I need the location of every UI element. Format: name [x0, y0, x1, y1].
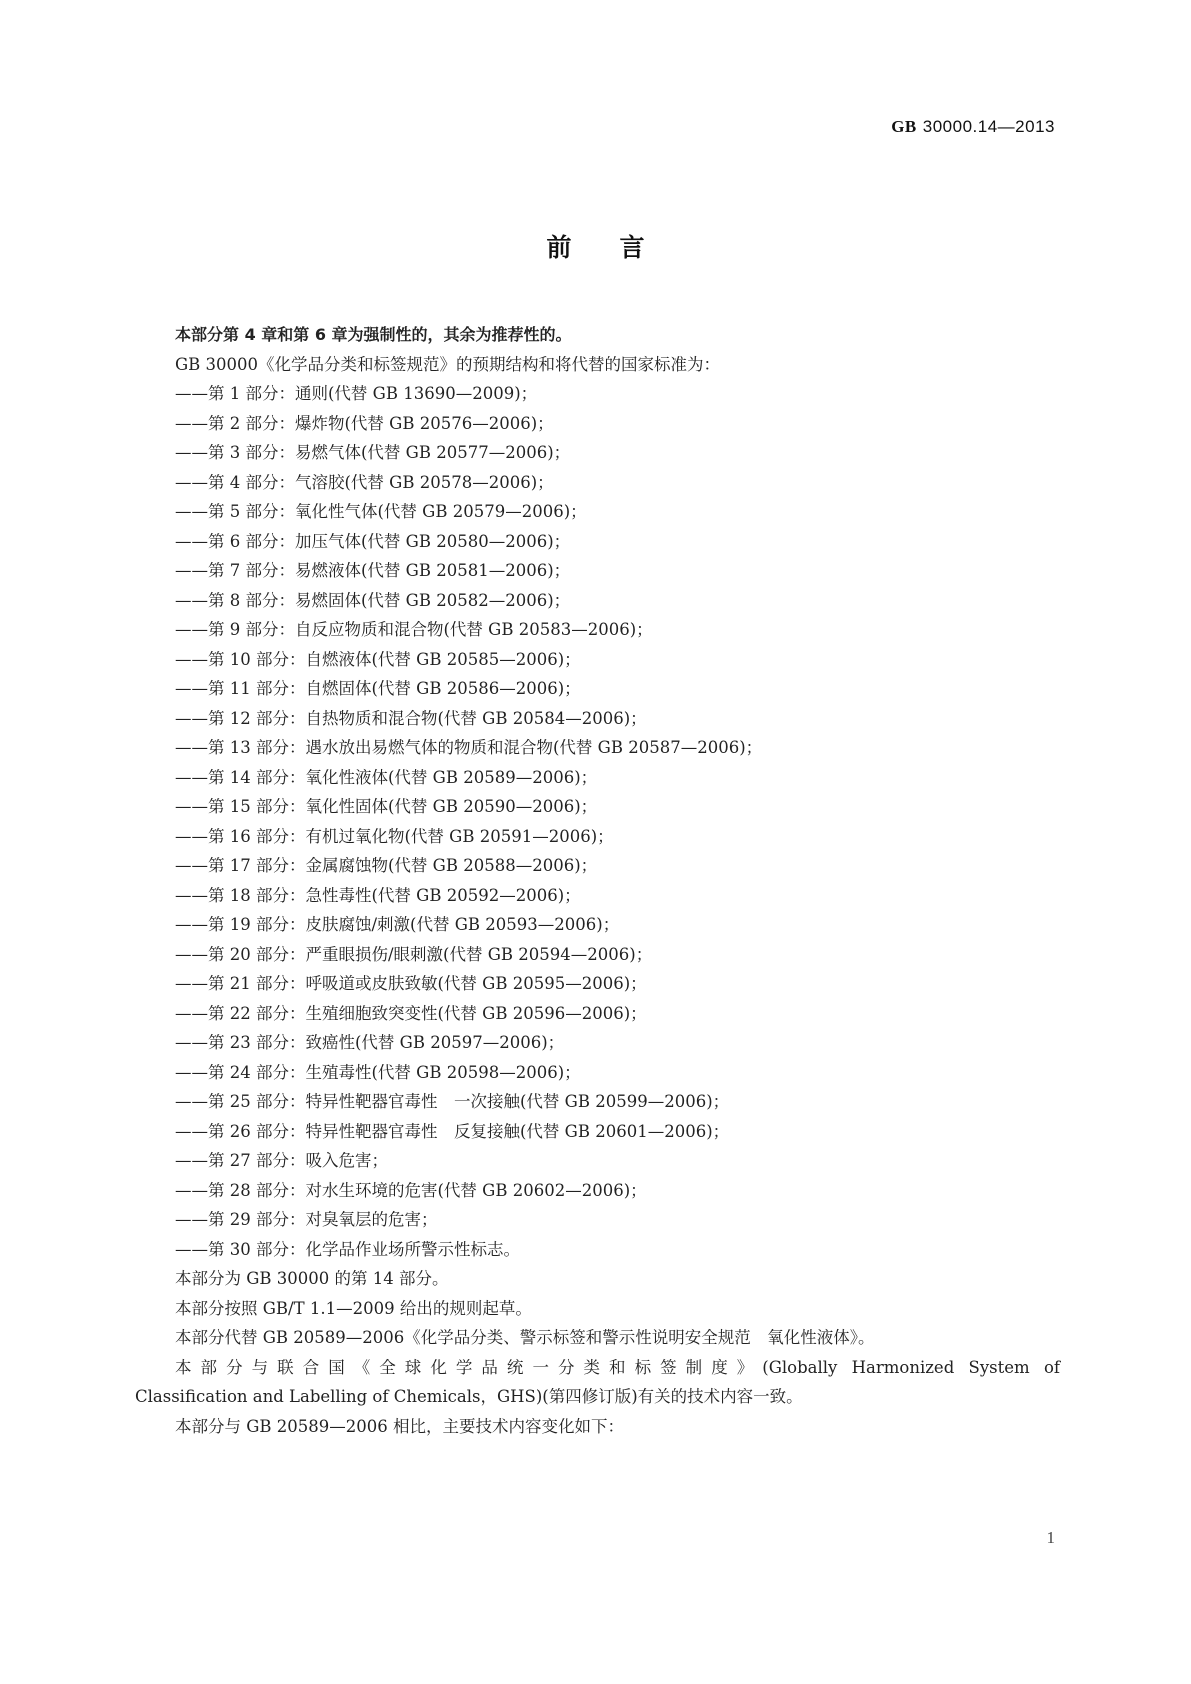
structure-intro: GB 30000《化学品分类和标签规范》的预期结构和将代替的国家标准为： — [175, 354, 721, 374]
list-item: ——第 3 部分：易燃气体(代替 GB 20577—2006)； — [175, 443, 571, 462]
list-item: ——第 29 部分：对臭氧层的危害； — [175, 1210, 438, 1229]
list-item: ——第 24 部分：生殖毒性(代替 GB 20598—2006)； — [175, 1062, 581, 1082]
list-item: ——第 4 部分：气溶胶(代替 GB 20578—2006)； — [175, 472, 554, 492]
list-item: ——第 9 部分：自反应物质和混合物(代替 GB 20583—2006)； — [175, 620, 653, 639]
list-item: ——第 19 部分：皮肤腐蚀/刺激(代替 GB 20593—2006)； — [175, 915, 620, 934]
list-item: ——第 21 部分：呼吸道或皮肤致敏(代替 GB 20595—2006)； — [175, 974, 647, 993]
list-item: ——第 7 部分：易燃液体(代替 GB 20581—2006)； — [175, 561, 571, 580]
mandatory-note: 本部分第 4 章和第 6 章为强制性的，其余为推荐性的。 — [175, 325, 572, 344]
parts-list — [135, 379, 1060, 1264]
list-item: ——第 2 部分：爆炸物(代替 GB 20576—2006)； — [175, 413, 554, 433]
list-item: ——第 28 部分：对水生环境的危害(代替 GB 20602—2006)； — [175, 1180, 647, 1200]
list-item: ——第 16 部分：有机过氧化物(代替 GB 20591—2006)； — [175, 826, 614, 846]
list-item: ——第 6 部分：加压气体(代替 GB 20580—2006)； — [175, 531, 571, 551]
page-number: 1 — [1046, 1528, 1055, 1547]
list-item: ——第 26 部分：特异性靶器官毒性 反复接触(代替 GB 20601—2006)； — [175, 1121, 730, 1141]
list-item: ——第 8 部分：易燃固体(代替 GB 20582—2006)； — [175, 590, 571, 610]
list-item: ——第 1 部分：通则(代替 GB 13690—2009)； — [175, 384, 538, 403]
list-item: ——第 12 部分：自热物质和混合物(代替 GB 20584—2006)； — [175, 708, 647, 728]
ghs-statement-line2: Classification and Labelling of Chemicals，GHS)(第四修订版)有关的技术内容一致。 — [135, 1387, 803, 1406]
list-item: ——第 13 部分：遇水放出易燃气体的物质和混合物(代替 GB 20587—2006)； — [175, 738, 763, 757]
list-item: ——第 23 部分：致癌性(代替 GB 20597—2006)； — [175, 1033, 565, 1052]
changes-intro: 本部分与 GB 20589—2006 相比，主要技术内容变化如下： — [175, 1416, 625, 1436]
list-item: ——第 5 部分：氧化性气体(代替 GB 20579—2006)； — [175, 502, 587, 521]
part-of-statement: 本部分为 GB 30000 的第 14 部分。 — [175, 1269, 449, 1288]
list-item: ——第 17 部分：金属腐蚀物(代替 GB 20588—2006)； — [175, 856, 598, 875]
standard-prefix: GB — [891, 117, 917, 136]
standard-number: 30000.14—2013 — [922, 117, 1055, 136]
list-item: ——第 20 部分：严重眼损伤/眼刺激(代替 GB 20594—2006)； — [175, 944, 653, 964]
list-item: ——第 25 部分：特异性靶器官毒性 一次接触(代替 GB 20599—2006)； — [175, 1092, 730, 1111]
list-item: ——第 14 部分：氧化性液体(代替 GB 20589—2006)； — [175, 767, 598, 787]
replaces-statement: 本部分代替 GB 20589—2006《化学品分类、警示标签和警示性说明安全规范 氧化性液体》。 — [175, 1328, 875, 1347]
list-item: ——第 30 部分：化学品作业场所警示性标志。 — [175, 1239, 520, 1259]
page-title: 前言 — [546, 233, 693, 262]
foreword-body — [135, 320, 1060, 1441]
standard-code — [891, 117, 1055, 137]
drafting-rule-statement: 本部分按照 GB/T 1.1—2009 给出的规则起草。 — [175, 1298, 532, 1318]
list-item: ——第 10 部分：自燃液体(代替 GB 20585—2006)； — [175, 649, 581, 669]
ghs-statement-line1: 本部分与联合国《全球化学品统一分类和标签制度》(Globally Harmonized System of — [175, 1357, 1060, 1377]
list-item: ——第 27 部分：吸入危害； — [175, 1151, 388, 1170]
list-item: ——第 11 部分：自燃固体(代替 GB 20586—2006)； — [175, 679, 581, 698]
list-item: ——第 22 部分：生殖细胞致突变性(代替 GB 20596—2006)； — [175, 1003, 647, 1023]
list-item: ——第 18 部分：急性毒性(代替 GB 20592—2006)； — [175, 885, 581, 905]
list-item: ——第 15 部分：氧化性固体(代替 GB 20590—2006)； — [175, 797, 598, 816]
